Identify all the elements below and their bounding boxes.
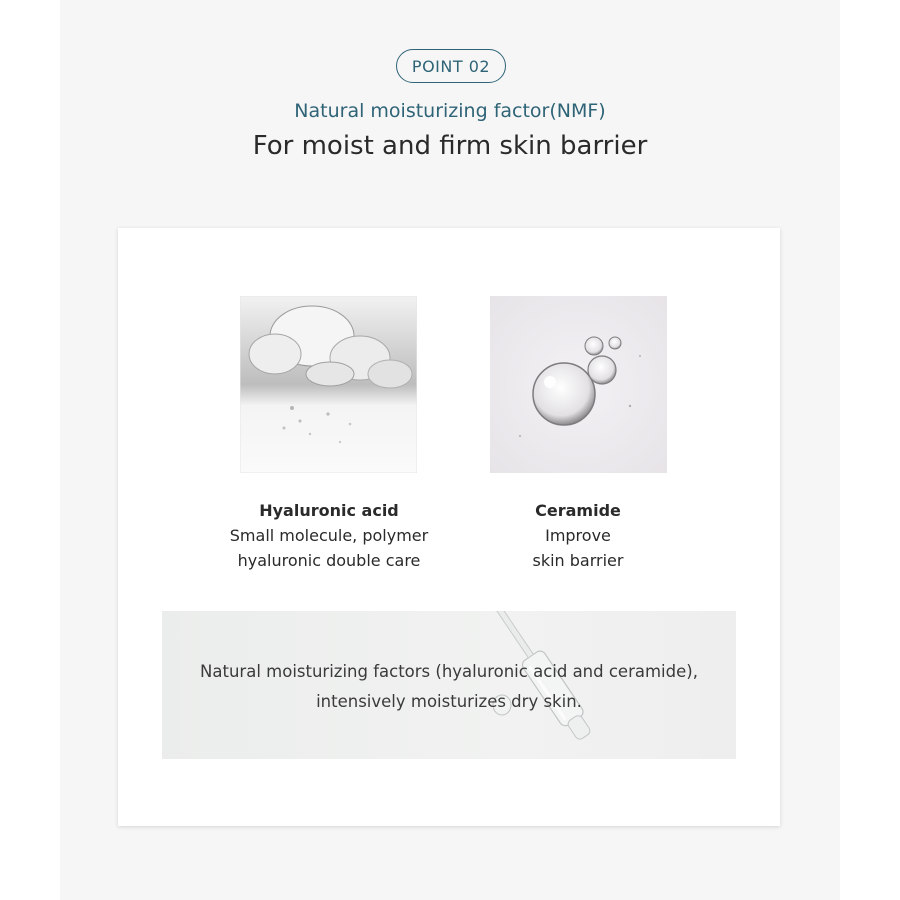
summary-line-1: Natural moisturizing factors (hyaluronic acid and ceramide), — [200, 662, 698, 681]
hyaluronic-acid-caption — [199, 498, 459, 573]
ingredients-card — [118, 228, 780, 826]
summary-text — [162, 657, 736, 717]
ceramide-caption — [448, 498, 708, 573]
droplet-icon — [490, 296, 667, 473]
section-title: For moist and firm skin barrier — [252, 131, 648, 161]
hyaluronic-acid-desc-2: hyaluronic double care — [237, 551, 421, 570]
hyaluronic-acid-image — [240, 296, 417, 473]
summary-line-2: intensively moisturizes dry skin. — [316, 692, 582, 711]
hyaluronic-acid-name: Hyaluronic acid — [259, 501, 399, 520]
hyaluronic-acid-desc-1: Small molecule, polymer — [229, 526, 429, 545]
ceramide-desc-2: skin barrier — [532, 551, 624, 570]
bubbles-texture-icon — [240, 296, 417, 473]
ceramide-image — [490, 296, 667, 473]
section-subtitle: Natural moisturizing factor(NMF) — [294, 100, 606, 122]
ceramide-desc-1: Improve — [545, 526, 611, 545]
summary-banner — [162, 611, 736, 759]
point-badge-label: POINT 02 — [411, 56, 491, 76]
ceramide-name: Ceramide — [535, 501, 621, 520]
point-badge — [396, 49, 506, 83]
